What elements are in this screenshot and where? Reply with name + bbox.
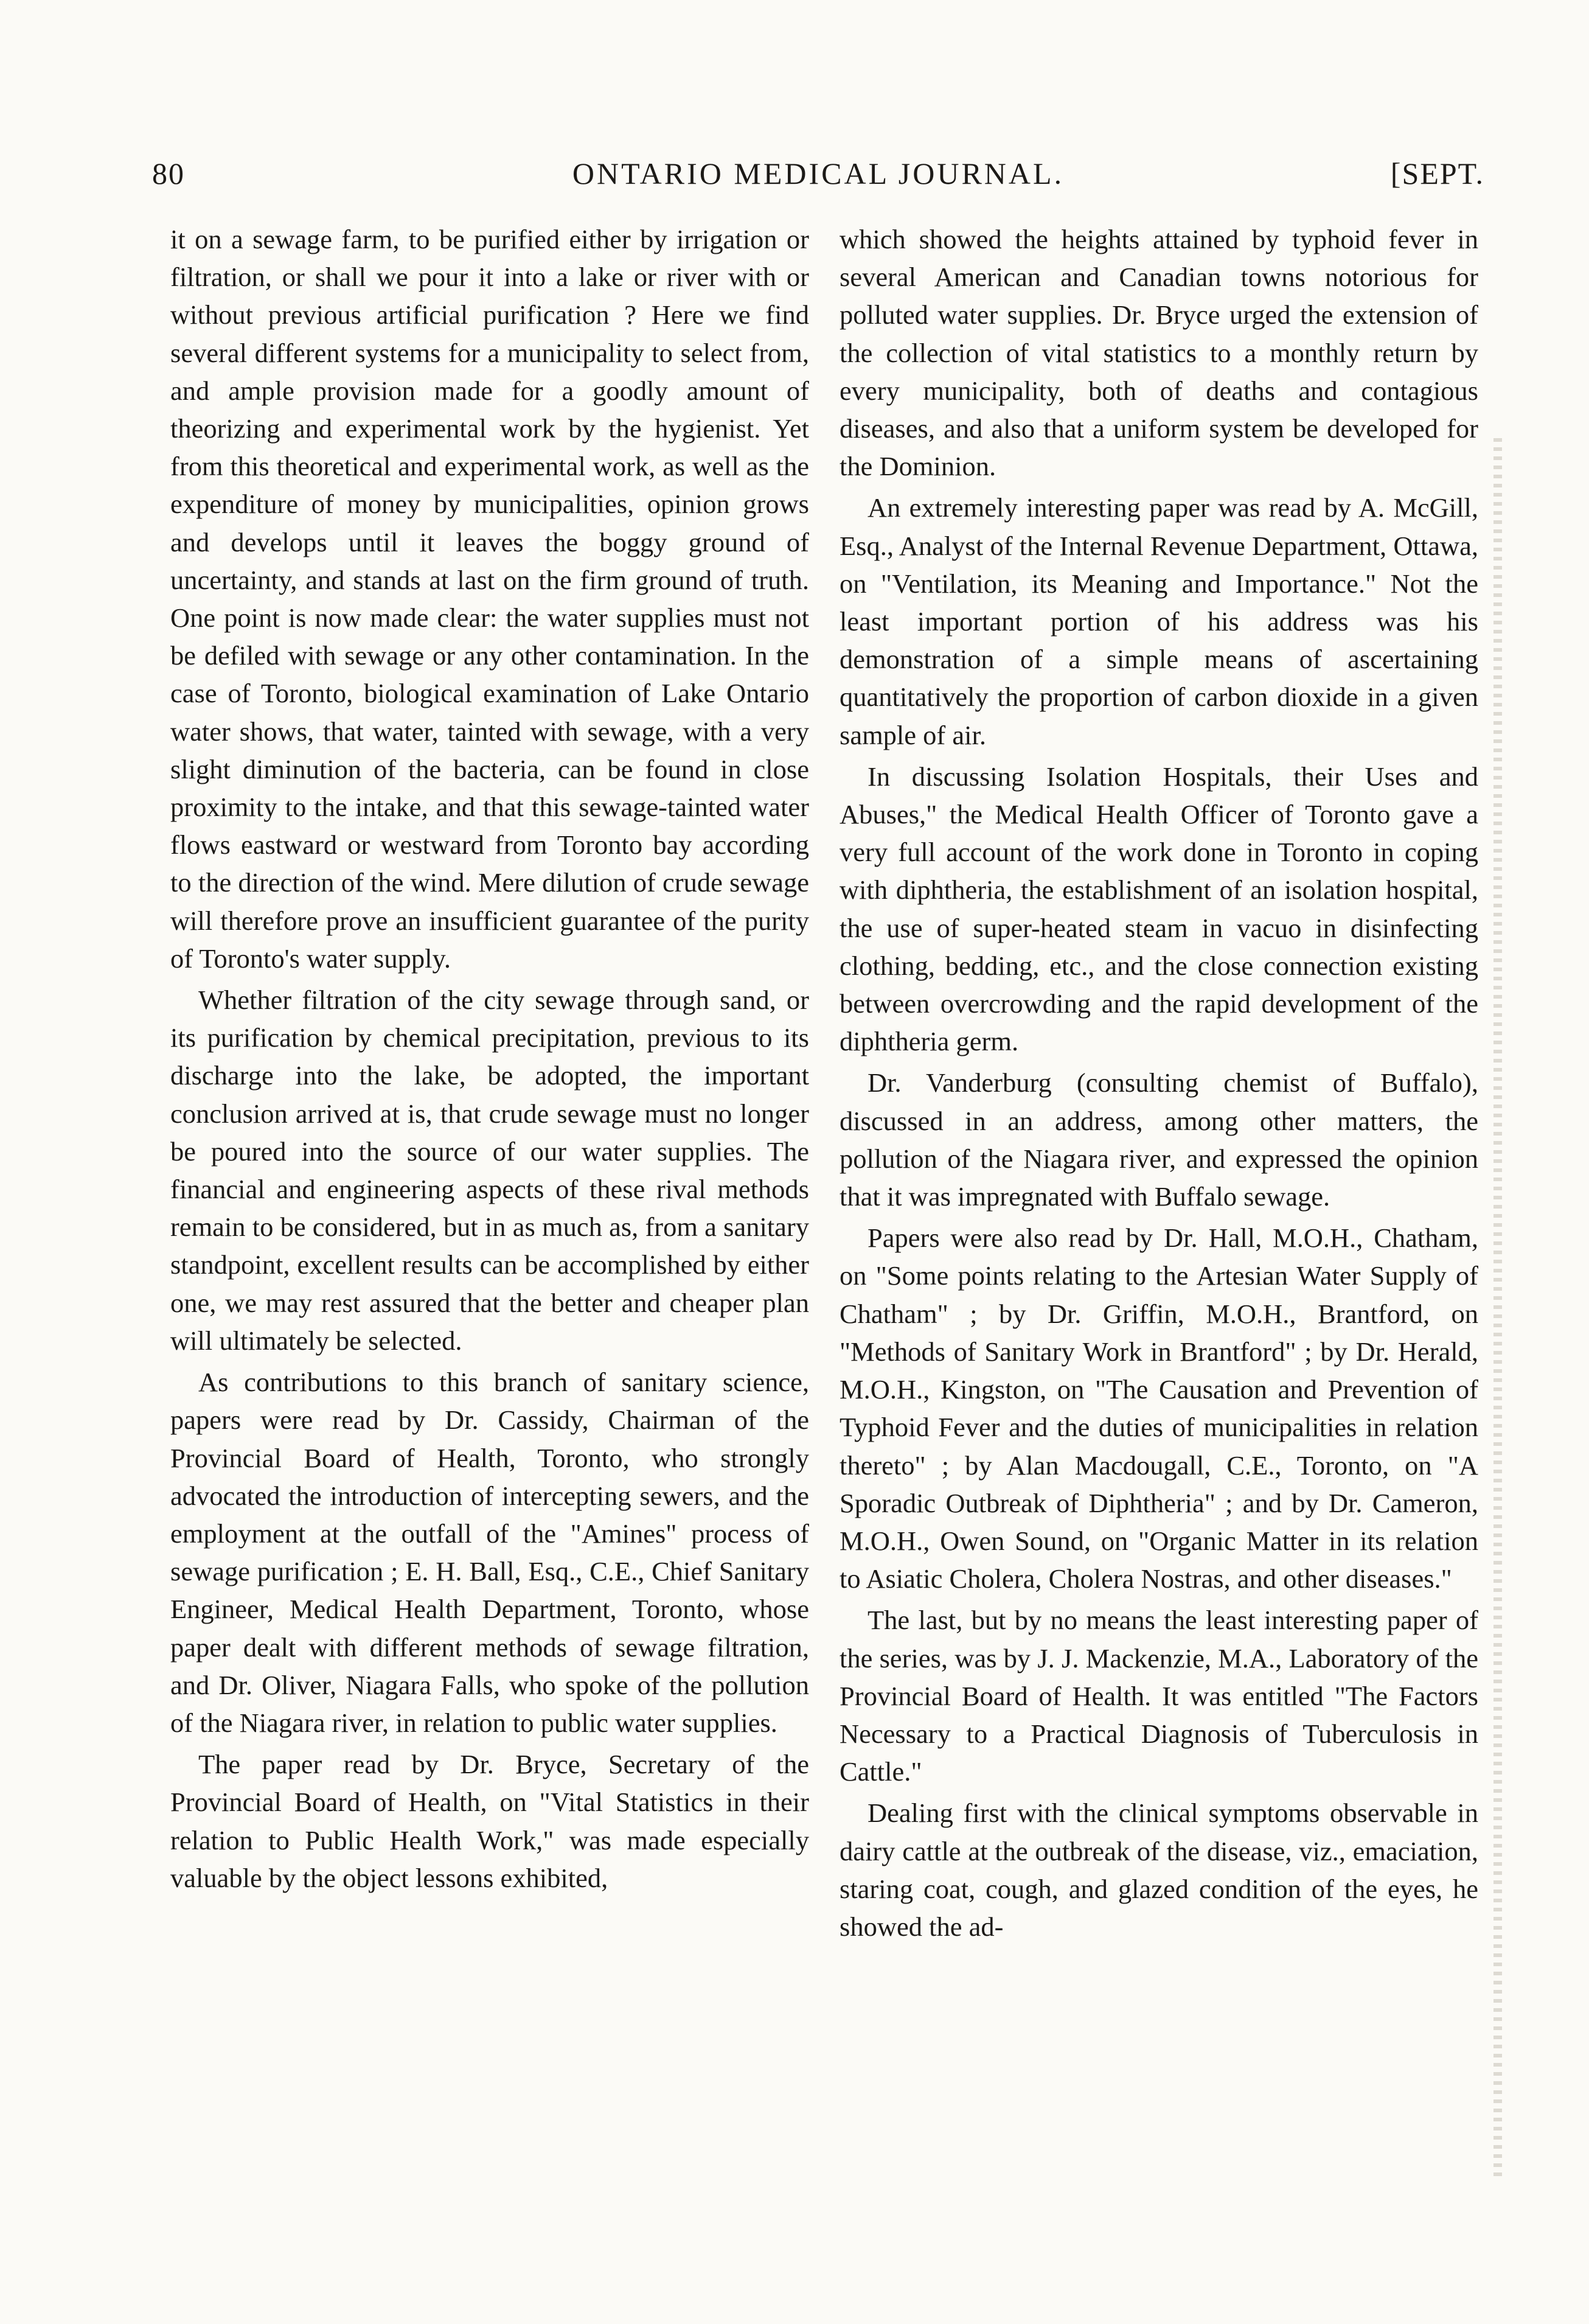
issue-month: [SEPT. (1390, 156, 1484, 190)
paragraph: In discussing Isolation Hospitals, their Uses and Abuses," the Medical Health Officer of Toronto gave a very full account of the work done in Toronto in coping with diphtheria, the establishment of an isolation hospital, the use of super-heated steam in vacuo in disinfecting clothing, bedding, etc., and the close connection existing between overcrowding and the rapid development of the diphtheria germ. (840, 761, 1478, 1057)
paragraph: The paper read by Dr. Bryce, Secretary of the Provincial Board of Health, on "Vital Statistics in their relation to Public Health Work," was made especially valuable by the object lessons exhibited, (170, 1749, 809, 1893)
left-column (170, 220, 809, 2168)
page-edge-shadow (1493, 438, 1502, 2179)
paragraph: which showed the heights attained by typhoid fever in several American and Canadian towns notorious for polluted water supplies. Dr. Bryce urged the extension of the collection of vital statistics to a monthly return by every municipality, both of deaths and contagious diseases, and also that a uniform system be developed for the Dominion. (840, 224, 1478, 482)
journal-title: ONTARIO MEDICAL JOURNAL. (572, 156, 1065, 190)
paragraph: Dr. Vanderburg (consulting chemist of Buffalo), discussed in an address, among other matters, the pollution of the Niagara river, and expressed the opinion that it was impregnated with Buffalo sewage. (840, 1067, 1478, 1212)
paragraph: An extremely interesting paper was read by A. McGill, Esq., Analyst of the Internal Revenue Department, Ottawa, on "Ventilation, its Meaning and Importance." Not the least important portion of his address was his demonstration of a simple means of ascertaining quantitatively the proportion of carbon dioxide in a given sample of air. (840, 492, 1478, 750)
paragraph: it on a sewage farm, to be purified either by irrigation or filtration, or shall we pour it into a lake or river with or without previous artificial purification ? Here we find several different systems for a municipality to select from, and ample provision made for a goodly amount of theorizing and experimental work by the hygienist. Yet from this theoretical and experimental work, as well as the expenditure of money by municipalities, opinion grows and develops until it leaves the boggy ground of uncertainty, and stands at last on the firm ground of truth. One point is now made clear: the water supplies must not be defiled with sewage or any other contamination. In the case of Toronto, biological examination of Lake Ontario water shows, that water, tainted with sewage, with a very slight diminution of the bacteria, can be found in close proximity to the intake, and that this sewage-tainted water flows eastward or westward from Toronto bay according to the direction of the wind. Mere dilution of crude sewage will therefore prove an insufficient guarantee of the purity of Toronto's water supply. (170, 224, 809, 974)
page-number: 80 (152, 156, 185, 190)
paragraph: Papers were also read by Dr. Hall, M.O.H., Chatham, on "Some points relating to the Artesian Water Supply of Chatham" ; by Dr. Griffin, M.O.H., Brantford, on "Methods of Sanitary Work in Brantford" ; by Dr. Herald, M.O.H., Kingston, on "The Causation and Prevention of Typhoid Fever and the duties of municipalities in relation thereto" ; by Alan Macdougall, C.E., Toronto, on "A Sporadic Outbreak of Diphtheria" ; and by Dr. Cameron, M.O.H., Owen Sound, on "Organic Matter in its relation to Asiatic Cholera, Cholera Nostras, and other diseases." (840, 1223, 1478, 1594)
running-header (152, 144, 1484, 198)
paragraph: Whether filtration of the city sewage through sand, or its purification by chemical precipitation, previous to its discharge into the lake, be adopted, the important conclusion arrived at is, that crude sewage must no longer be poured into the source of our water supplies. The financial and engineering aspects of these rival methods remain to be considered, but in as much as, from a sanitary standpoint, excellent results can be accomplished by either one, we may rest assured that the better and cheaper plan will ultimately be selected. (170, 985, 809, 1356)
paragraph: Dealing first with the clinical symptoms observable in dairy cattle at the outbreak of the disease, viz., emaciation, staring coat, cough, and glazed condition of the eyes, he showed the ad- (840, 1798, 1478, 1942)
paragraph: As contributions to this branch of sanitary science, papers were read by Dr. Cassidy, Chairman of the Provincial Board of Health, Toronto, who strongly advocated the introduction of intercepting sewers, and the employment at the outfall of the "Amines" process of sewage purification ; E. H. Ball, Esq., C.E., Chief Sanitary Engineer, Medical Health Department, Toronto, whose paper dealt with different methods of sewage filtration, and Dr. Oliver, Niagara Falls, who spoke of the pollution of the Niagara river, in relation to public water supplies. (170, 1367, 809, 1738)
right-column (840, 220, 1478, 2168)
paragraph: The last, but by no means the least interesting paper of the series, was by J. J. Mackenzie, M.A., Laboratory of the Provincial Board of Health. It was entitled "The Factors Necessary to a Practical Diagnosis of Tuberculosis in Cattle." (840, 1605, 1478, 1787)
